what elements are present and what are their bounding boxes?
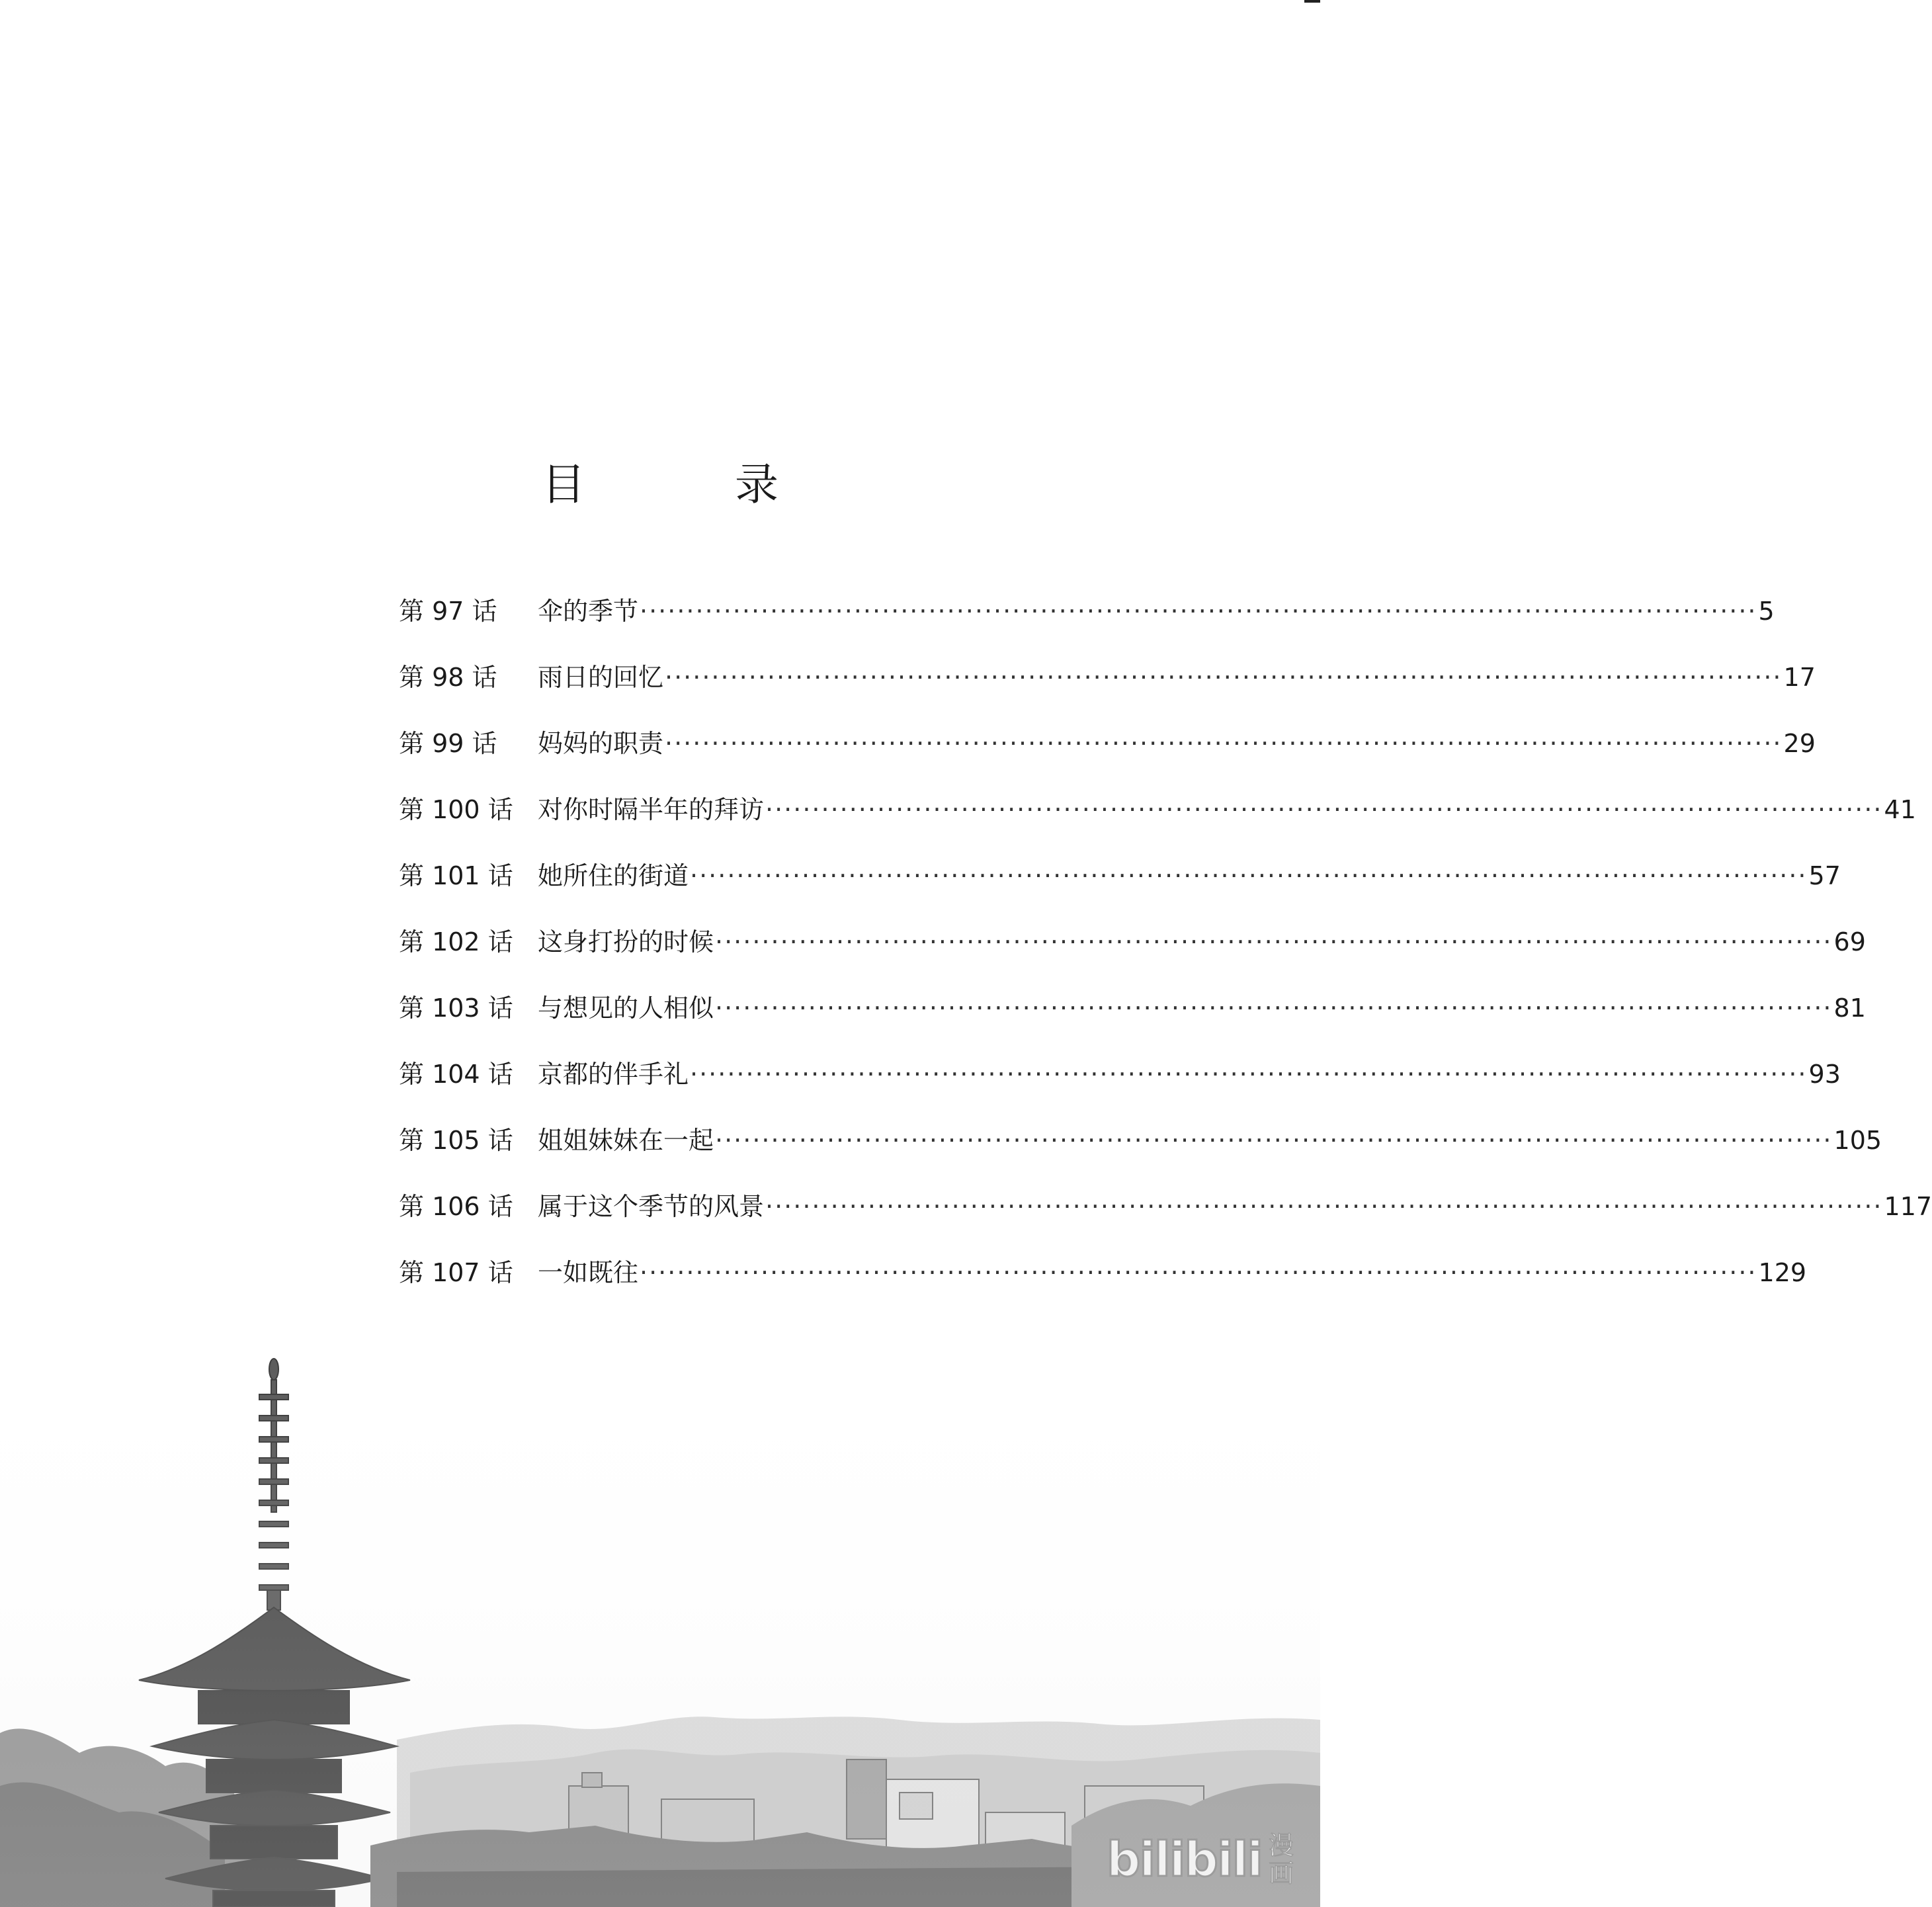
toc-page-number: 81 xyxy=(1833,994,1866,1023)
toc-entry xyxy=(538,1251,1807,1294)
manga-label xyxy=(1269,1832,1294,1887)
toc-chapter: 第 99 话 xyxy=(399,729,497,758)
manga-label-bottom: 画 xyxy=(1268,1859,1294,1888)
toc-leader-dots: ························································································································ xyxy=(690,1060,1808,1089)
toc-chapter: 第 107 话 xyxy=(399,1258,513,1287)
toc-page-number: 41 xyxy=(1884,795,1916,824)
toc-row[interactable] xyxy=(399,855,1841,921)
toc-entry xyxy=(538,656,1816,699)
toc-leader-dots: ························································································································ xyxy=(715,1126,1833,1155)
toc-page-number: 105 xyxy=(1833,1126,1882,1155)
toc-leader-dots: ························································································································ xyxy=(640,1258,1757,1287)
toc-entry xyxy=(538,987,1866,1029)
toc-row[interactable] xyxy=(399,788,1916,855)
toc-row[interactable] xyxy=(399,1053,1841,1119)
toc-entry xyxy=(538,855,1841,897)
toc-page-number: 17 xyxy=(1783,663,1816,692)
toc-row[interactable] xyxy=(399,921,1866,987)
toc-page-number: 29 xyxy=(1783,729,1816,758)
toc-row[interactable] xyxy=(399,722,1816,788)
toc-chapter: 第 100 话 xyxy=(399,795,513,824)
toc-leader-dots: ························································································································ xyxy=(665,663,1783,692)
toc-row[interactable] xyxy=(399,1119,1882,1185)
toc-leader-dots: ························································································································ xyxy=(765,795,1883,824)
toc-leader-dots: ························································································································ xyxy=(690,861,1808,890)
toc-row[interactable] xyxy=(399,987,1866,1053)
corner-mark xyxy=(1304,0,1320,3)
toc-page-number: 129 xyxy=(1758,1258,1807,1287)
toc-row[interactable] xyxy=(399,656,1816,722)
toc-entry xyxy=(538,1053,1841,1095)
toc-entry xyxy=(538,788,1916,831)
toc-heading: 目 录 xyxy=(542,459,831,510)
toc-chapter: 第 105 话 xyxy=(399,1126,513,1155)
toc-chapter: 第 101 话 xyxy=(399,861,513,890)
toc-title: 雨日的回忆 xyxy=(538,663,664,692)
toc-title: 与想见的人相似 xyxy=(538,994,714,1023)
toc-page-number: 69 xyxy=(1833,927,1866,956)
toc-title: 姐姐妹妹在一起 xyxy=(538,1126,714,1155)
toc-chapter: 第 102 话 xyxy=(399,927,513,956)
toc-title: 妈妈的职责 xyxy=(538,729,664,758)
toc-list xyxy=(399,590,1932,1318)
toc-leader-dots: ························································································································ xyxy=(715,994,1833,1023)
toc-page-number: 93 xyxy=(1808,1060,1841,1089)
toc-leader-dots: ························································································································ xyxy=(665,729,1783,758)
toc-title: 京都的伴手礼 xyxy=(538,1060,689,1089)
toc-entry xyxy=(538,921,1866,963)
toc-title: 一如既往 xyxy=(538,1258,639,1287)
toc-page-number: 57 xyxy=(1808,861,1841,890)
bilibili-manga-watermark xyxy=(1107,1832,1294,1887)
toc-title: 对你时隔半年的拜访 xyxy=(538,795,765,824)
toc-entry xyxy=(538,722,1816,765)
toc-chapter: 第 97 话 xyxy=(399,597,497,626)
toc-chapter: 第 106 话 xyxy=(399,1192,513,1221)
toc-chapter: 第 103 话 xyxy=(399,994,513,1023)
toc-leader-dots: ························································································································ xyxy=(640,597,1757,626)
toc-chapter: 第 98 话 xyxy=(399,663,497,692)
toc-leader-dots: ························································································································ xyxy=(715,927,1833,956)
manga-label-top: 漫 xyxy=(1268,1831,1294,1860)
toc-title: 这身打扮的时候 xyxy=(538,927,714,956)
toc-page-number: 117 xyxy=(1884,1192,1932,1221)
toc-entry xyxy=(538,1185,1932,1228)
toc-title: 她所住的街道 xyxy=(538,861,689,890)
toc-entry xyxy=(538,590,1775,632)
bilibili-logo: bilibili xyxy=(1106,1832,1262,1887)
toc-title: 属于这个季节的风景 xyxy=(538,1192,765,1221)
toc-row[interactable] xyxy=(399,1185,1932,1251)
toc-row[interactable] xyxy=(399,1251,1807,1318)
toc-entry xyxy=(538,1119,1882,1162)
toc-chapter: 第 104 话 xyxy=(399,1060,513,1089)
kyoto-pagoda-illustration xyxy=(0,1323,1320,1907)
toc-leader-dots: ························································································································ xyxy=(765,1192,1883,1221)
toc-page-number: 5 xyxy=(1758,597,1775,626)
toc-row[interactable] xyxy=(399,590,1775,656)
toc-title: 伞的季节 xyxy=(538,597,639,626)
